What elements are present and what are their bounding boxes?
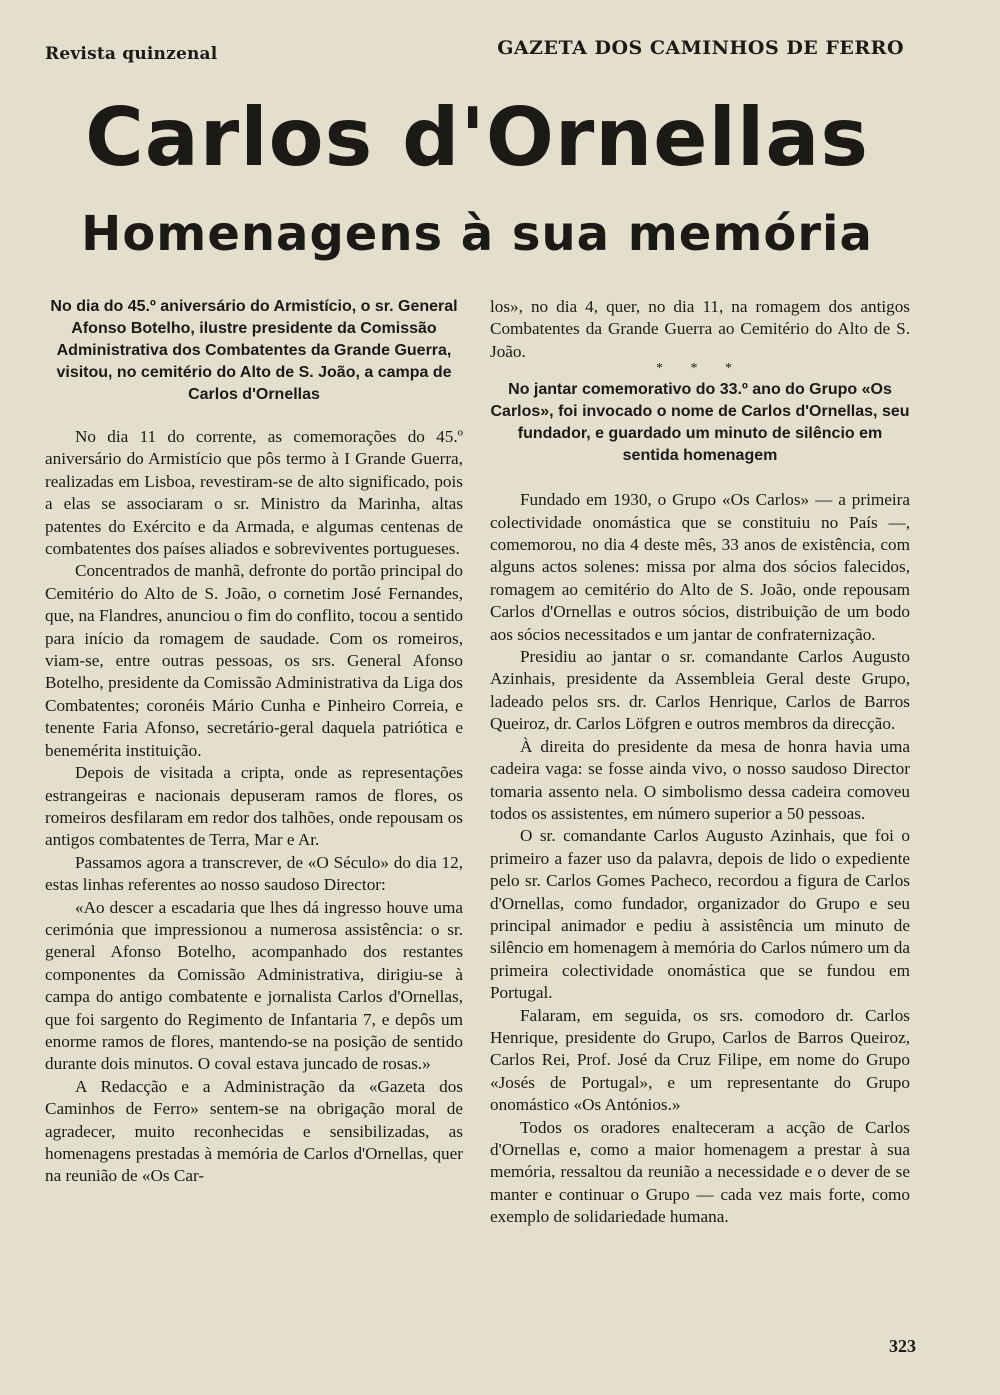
body-paragraph: No dia 11 do corrente, as comemorações do 45.º aniversário do Armistício que pôs termo à I Grande Guerra, realizadas em Lisboa, revestiram-se de alto significado, pois a elas se associaram o sr. Ministro da Marinha, altas patentes do Exército e da Armada, e algumas centenas de combatentes dos países aliados e sobreviventes portugueses. xyxy=(45,427,463,559)
body-paragraph: Todos os oradores enalteceram a acção de Carlos d'Ornellas e, como a maior homenagem a prestar à sua memória, ressaltou da reunião a necessidade e o dever de se manter e continuar o Grupo — cada vez mais forte, como exemplo de solidariedade humana. xyxy=(490,1117,910,1227)
body-paragraph: A Redacção e a Administração da «Gazeta dos Caminhos de Ferro» sentem-se na obrigação moral de agradecer, muito reconhecidas e sensibilizadas, as homenagens prestadas à memória de Carlos d'Ornellas, quer na reunião de «Os Car- xyxy=(45,1076,463,1186)
right-lead-summary: No jantar comemorativo do 33.º ano do Grupo «Os Carlos», foi invocado o nome de Carlos d'Ornellas, seu fundador, e guardado um minuto de silêncio em sentida homenagem xyxy=(490,381,910,465)
left-column xyxy=(45,296,463,1188)
running-header-left: Revista quinzenal xyxy=(45,44,218,64)
right-column xyxy=(490,296,910,1229)
body-paragraph: O sr. comandante Carlos Augusto Azinhais, que foi o primeiro a fazer uso da palavra, depois de lido o expediente pelo sr. Carlos Gomes Pacheco, recordou a figura de Carlos d'Ornellas, como fundador, organizador do Grupo e seu principal animador e pediu à assistência um minuto de silêncio em homenagem à memória do Carlos número um da primeira colectividade onomástica que se fundou em Portugal. xyxy=(490,826,910,1003)
body-paragraph: Falaram, em seguida, os srs. comodoro dr. Carlos Henrique, presidente do Grupo, Carlos de Barros Queiroz, Carlos Rei, Prof. José da Cruz Filipe, em nome do Grupo «Josés de Portugal», e um representante do Grupo onomástico «Os Antónios.» xyxy=(490,1005,910,1115)
running-header-right: GAZETA DOS CAMINHOS DE FERRO xyxy=(497,37,904,59)
body-paragraph: À direita do presidente da mesa de honra havia uma cadeira vaga: se fosse ainda vivo, o nosso saudoso Director tomaria assento nela. O simbolismo dessa cadeira comoveu todos os assistentes, em número superior a 50 pessoas. xyxy=(490,736,910,823)
section-separator: * * * xyxy=(656,361,744,377)
article-subtitle: Homenagens à sua memória xyxy=(81,206,873,262)
article-title: Carlos d'Ornellas xyxy=(85,91,869,184)
body-paragraph: Fundado em 1930, o Grupo «Os Carlos» — a primeira colectividade onomástica que se constituiu no País —, comemorou, no dia 4 deste mês, 33 anos de existência, com alguns actos solenes: missa por alma dos sócios falecidos, romagem ao cemitério do Alto de S. João, onde repousam Carlos d'Ornellas e outros sócios, distribuição de um bodo aos sócios necessitados e um jantar de confraternização. xyxy=(490,490,910,644)
body-paragraph: «Ao descer a escadaria que lhes dá ingresso houve uma cerimónia que impressionou a numerosa assistência: o sr. general Afonso Botelho, acompanhado dos restantes componentes da Comissão Administrativa, dirigiu-se à campa do antigo combatente e jornalista Carlos d'Ornellas, que foi sargento do Regimento de Infantaria 7, e depôs um enorme ramos de flores, mantendo-se na posição de sentido durante dois minutos. O coval estava juncado de rosas.» xyxy=(45,897,463,1074)
body-paragraph: Depois de visitada a cripta, onde as representações estrangeiras e nacionais depuseram ramos de flores, os romeiros desfilaram em redor dos talhões, onde repousam os antigos combatentes de Terra, Mar e Ar. xyxy=(45,763,463,850)
page-number: 323 xyxy=(889,1336,916,1356)
body-paragraph: Concentrados de manhã, defronte do portão principal do Cemitério do Alto de S. João, o cornetim José Fernandes, que, na Flandres, anunciou o fim do conflito, tocou a sentido para início da romagem de saudade. Com os romeiros, viam-se, entre outras pessoas, os srs. General Afonso Botelho, presidente da Comissão Administrativa da Liga dos Combatentes; coronéis Mário Cunha e Pinheiro Correia, e tenente Faria Afonso, secretário-geral daquela patriótica e benemérita instituição. xyxy=(45,561,463,760)
left-lead-summary: No dia do 45.º aniversário do Armistício, o sr. General Afonso Botelho, ilustre presidente da Comissão Administrativa dos Combatentes da Grande Guerra, visitou, no cemitério do Alto de S. João, a campa de Carlos d'Ornellas xyxy=(50,298,458,403)
body-paragraph: Presidiu ao jantar o sr. comandante Carlos Augusto Azinhais, presidente da Assembleia Geral deste Grupo, ladeado pelos srs. dr. Carlos Henrique, Carlos de Barros Queiroz, dr. Carlos Löfgren e outros membros da direcção. xyxy=(490,647,910,734)
continued-paragraph: los», no dia 4, quer, no dia 11, na romagem dos antigos Combatentes da Grande Guerra ao Cemitério do Alto de S. João. xyxy=(490,297,910,361)
body-paragraph: Passamos agora a transcrever, de «O Século» do dia 12, estas linhas referentes ao nosso saudoso Director: xyxy=(45,852,463,895)
